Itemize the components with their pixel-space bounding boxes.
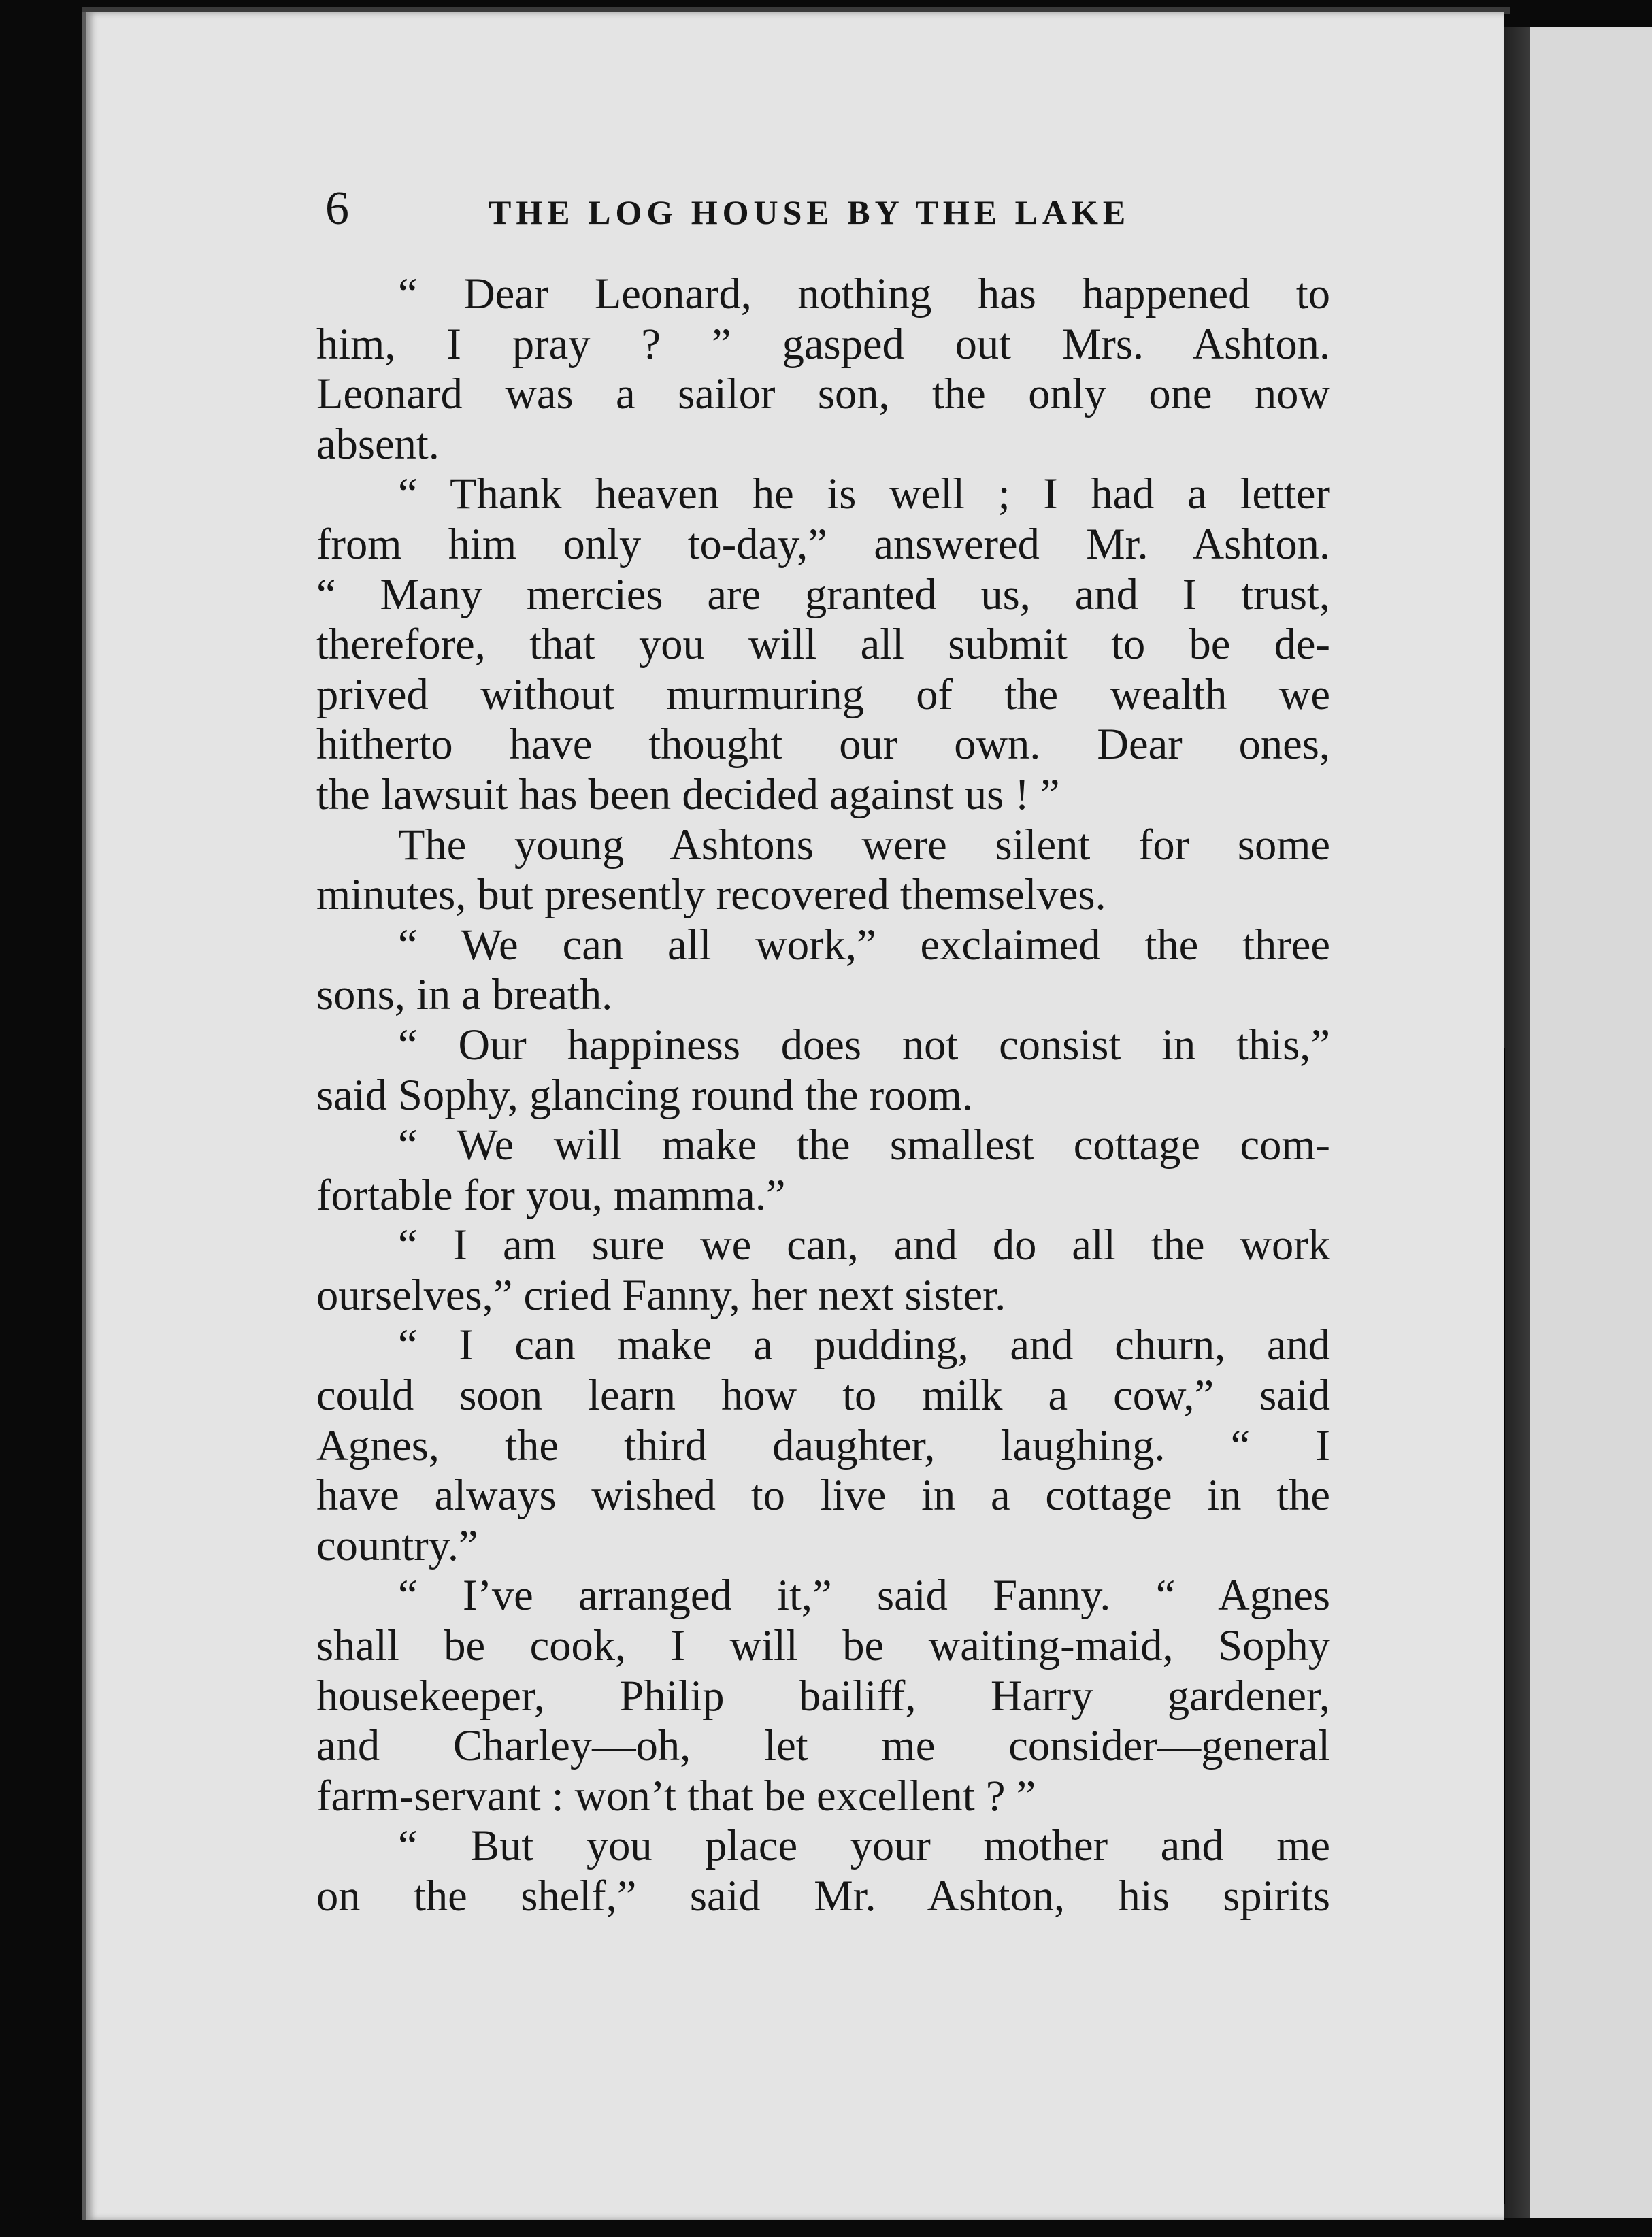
text-line: shall be cook, I will be waiting-maid, Sophy bbox=[316, 1621, 1330, 1670]
facing-page-edge bbox=[1530, 27, 1652, 2218]
text-line: The young Ashtons were silent for some bbox=[398, 820, 1330, 869]
text-line: therefore, that you will all submit to be de- bbox=[316, 620, 1330, 669]
text-line: have always wished to live in a cottage in the bbox=[316, 1471, 1330, 1520]
text-line: on the shelf,” said Mr. Ashton, his spirits bbox=[316, 1872, 1330, 1920]
text-line: said Sophy, glancing round the room. bbox=[316, 1070, 973, 1119]
text-line: the lawsuit has been decided against us ! ” bbox=[316, 769, 1060, 818]
text-line: housekeeper, Philip bailiff, Harry gardener, bbox=[316, 1671, 1330, 1720]
body-text bbox=[316, 269, 1330, 1921]
text-line: sons, in a breath. bbox=[316, 970, 613, 1019]
text-line: “ Thank heaven he is well ; I had a letter bbox=[398, 469, 1330, 518]
text-line: Leonard was a sailor son, the only one now bbox=[316, 369, 1330, 418]
text-line: absent. bbox=[316, 419, 440, 468]
text-line: minutes, but presently recovered themselves. bbox=[316, 870, 1106, 919]
text-line: “ But you place your mother and me bbox=[398, 1821, 1330, 1870]
text-line: country.” bbox=[316, 1521, 478, 1570]
text-line: him, I pray ? ” gasped out Mrs. Ashton. bbox=[316, 319, 1330, 368]
text-line: “ I can make a pudding, and churn, and bbox=[398, 1321, 1330, 1370]
text-line: “ We can all work,” exclaimed the three bbox=[398, 920, 1330, 969]
text-line: fortable for you, mamma.” bbox=[316, 1170, 786, 1219]
text-line: “ I’ve arranged it,” said Fanny. “ Agnes bbox=[398, 1571, 1330, 1620]
text-line: hitherto have thought our own. Dear ones, bbox=[316, 720, 1330, 769]
page-number: 6 bbox=[325, 182, 349, 235]
text-line: farm-servant : won’t that be excellent ? ” bbox=[316, 1771, 1036, 1820]
text-line: from him only to-day,” answered Mr. Ashton. bbox=[316, 519, 1330, 568]
text-line: ourselves,” cried Fanny, her next sister. bbox=[316, 1270, 1006, 1319]
text-line: “ We will make the smallest cottage com- bbox=[398, 1121, 1330, 1170]
text-line: “ Many mercies are granted us, and I trust, bbox=[316, 569, 1330, 618]
text-line: and Charley—oh, let me consider—general bbox=[316, 1721, 1330, 1770]
text-line: Agnes, the third daughter, laughing. “ I bbox=[316, 1421, 1330, 1470]
running-title: THE LOG HOUSE BY THE LAKE bbox=[489, 193, 1131, 231]
text-line: could soon learn how to milk a cow,” said bbox=[316, 1371, 1330, 1420]
text-line: prived without murmuring of the wealth we bbox=[316, 669, 1330, 718]
text-line: “ Dear Leonard, nothing has happened to bbox=[398, 269, 1330, 318]
text-line: “ Our happiness does not consist in this,” bbox=[398, 1020, 1330, 1069]
page-header bbox=[325, 178, 1176, 239]
text-line: “ I am sure we can, and do all the work bbox=[398, 1221, 1330, 1270]
